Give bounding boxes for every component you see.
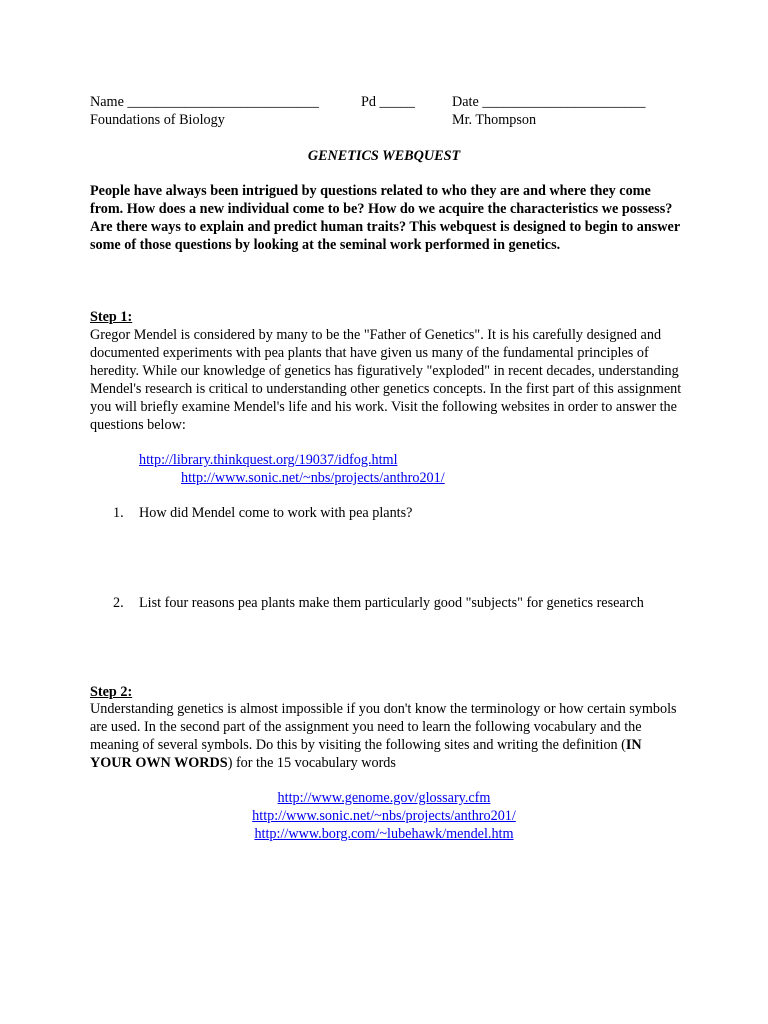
step1-link-sonic[interactable]: [181, 469, 445, 487]
link-sonic-2[interactable]: http://www.sonic.net/~nbs/projects/anthro201/: [252, 808, 516, 824]
period-field-label: Pd _____: [361, 94, 415, 110]
step2-link-borg-row[interactable]: [0, 825, 768, 843]
question-1-text: How did Mendel come to work with pea plants?: [139, 505, 413, 521]
link-sonic[interactable]: http://www.sonic.net/~nbs/projects/anthro201/: [181, 470, 445, 486]
step2-text-emphasis: IN YOUR OWN WORDS: [90, 737, 642, 771]
question-2-text: List four reasons pea plants make them particularly good "subjects" for genetics research: [139, 595, 644, 611]
question-1-number: 1.: [113, 505, 124, 521]
step2-paragraph: [90, 700, 680, 772]
course-name: Foundations of Biology: [90, 112, 225, 128]
step2-link-genome-row[interactable]: [0, 789, 768, 807]
step1-heading: Step 1:: [90, 309, 133, 325]
link-borg[interactable]: http://www.borg.com/~lubehawk/mendel.htm: [254, 826, 514, 842]
document-title: GENETICS WEBQUEST: [307, 148, 461, 164]
question-2-number: 2.: [113, 595, 124, 611]
intro-paragraph: People have always been intrigued by questions related to who they are and where they come from. How does a new individual come to be? How do we acquire the characteristics we possess? Are there ways to explain and predict human traits? This webquest is designed to begin to answer some of those questions by looking at the seminal work performed in genetics.: [90, 183, 680, 253]
name-field-label: Name ___________________________: [90, 94, 319, 110]
link-thinkquest[interactable]: http://library.thinkquest.org/19037/idfog.html: [139, 452, 398, 468]
date-field-label: Date _______________________: [452, 94, 646, 110]
step2-text-after: ) for the 15 vocabulary words: [227, 755, 396, 771]
step1-link-thinkquest[interactable]: [139, 451, 398, 469]
teacher-name: Mr. Thompson: [452, 112, 537, 128]
step2-link-sonic-row[interactable]: [0, 807, 768, 825]
step2-heading: Step 2:: [90, 684, 133, 700]
step1-paragraph: Gregor Mendel is considered by many to be the "Father of Genetics". It is his carefully designed and documented experiments with pea plants that have given us many of the fundamental principles of heredity. While our knowledge of genetics has figuratively "exploded" in recent decades, understanding Mendel's research is critical to understanding other genetics concepts. In the first part of this assignment you will briefly examine Mendel's life and his work. Visit the following websites in order to answer the questions below:: [90, 327, 682, 433]
link-genome[interactable]: http://www.genome.gov/glossary.cfm: [277, 790, 491, 806]
step2-text-before: Understanding genetics is almost impossible if you don't know the terminology or how certain symbols are used. In the second part of the assignment you need to learn the following vocabulary and the meaning of several symbols. Do this by visiting the following sites and writing the definition (: [90, 701, 677, 753]
